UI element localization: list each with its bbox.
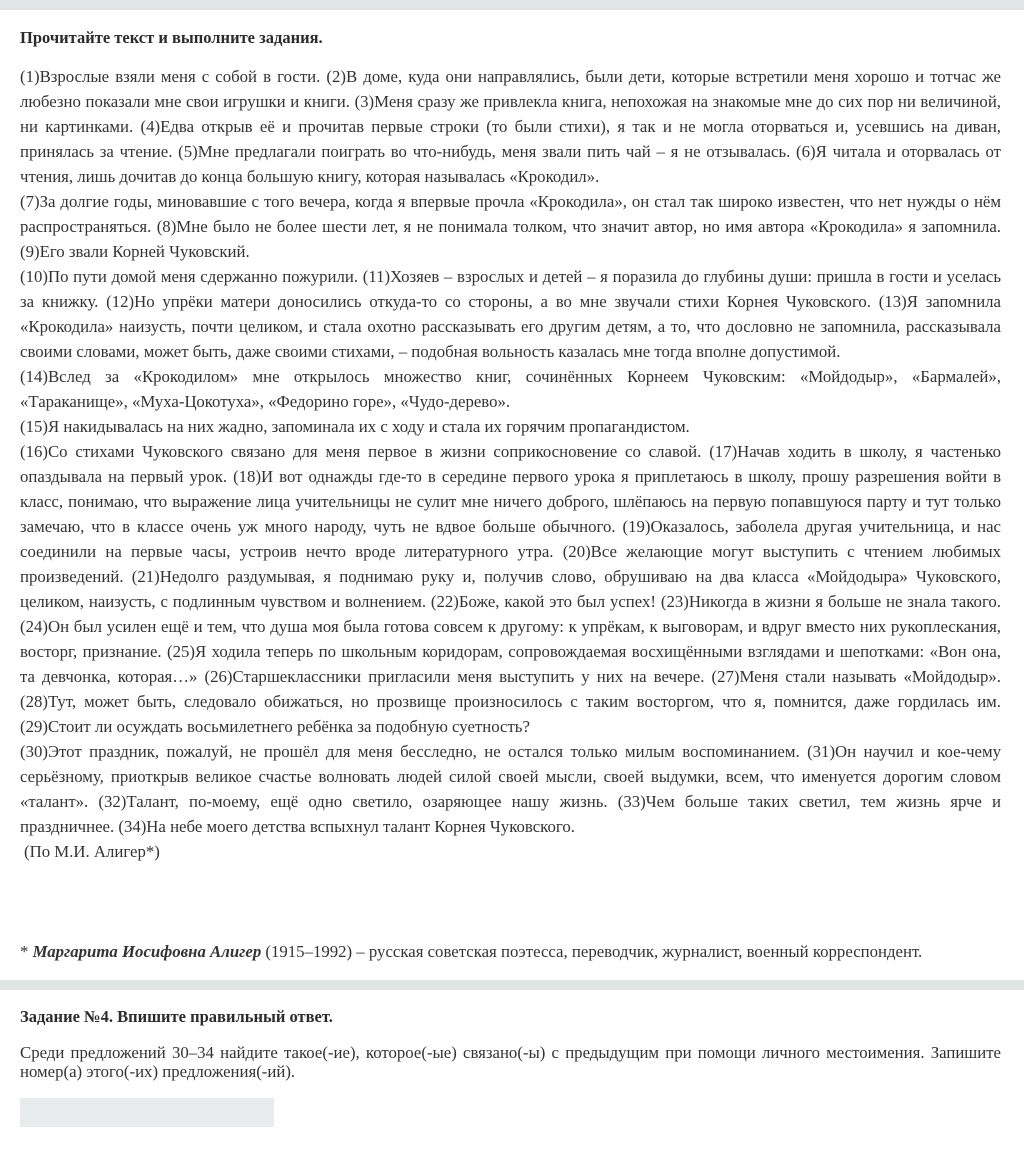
author-footnote xyxy=(20,940,1001,964)
task-description: Среди предложений 30–34 найдите такое(-ие), которое(-ые) связано(-ы) с предыдущим при помощи личного местоимения. Запишите номер(а) этого(-их) предложения(-ий). xyxy=(20,1043,1001,1081)
task-title: Задание №4. Впишите правильный ответ. xyxy=(20,1007,333,1026)
text-paragraph: (14)Вслед за «Крокодилом» мне открылось множество книг, сочинённых Корнеем Чуковским: «Мойдодыр», «Бармалей», «Тараканище», «Муха-Цокотуха», «Федорино горе», «Чудо-дерево». xyxy=(20,367,1001,411)
instructions-heading: Прочитайте текст и выполните задания. xyxy=(20,28,323,47)
author-name: Маргарита Иосифовна Алигер xyxy=(32,942,262,961)
text-paragraph: (10)По пути домой меня сдержанно пожурили. (11)Хозяев – взрослых и детей – я поразила до глубины души: пришла в гости и уселась за книжку. (12)Но упрёки матери доносились откуда-то со стороны, а во мне звучали стихи Корнея Чуковского. (13)Я запомнила «Крокодила» наизусть, почти целиком, и стала охотно рассказывать его другим детям, а то, что дословно не запомнила, рассказывала своими словами, может быть, даже своими стихами, – подобная вольность казалась мне тогда вполне допустимой. xyxy=(20,267,1001,361)
footnote-text: (1915–1992) – русская советская поэтесса, переводчик, журналист, военный корреспондент. xyxy=(261,942,923,961)
text-paragraph: (7)За долгие годы, миновавшие с того вечера, когда я впервые прочла «Крокодила», он стал так широко известен, что нет нужды о нём распространяться. (8)Мне было не более шести лет, я не понимала толком, что значит автор, но имя автора «Крокодила» я запомнила. (9)Его звали Корней Чуковский. xyxy=(20,192,1001,261)
text-paragraph: (16)Со стихами Чуковского связано для меня первое в жизни соприкосновение со славой. (17)Начав ходить в школу, я частенько опаздывала на первый урок. (18)И вот однажды где-то в середине первого урока я приплетаюсь в школу, прошу разрешения войти в класс, понимаю, что выражение лица учительницы не сулит мне ничего доброго, шлёпаюсь на первую попавшуюся парту и тут только замечаю, что в классе очень уж много народу, чуть не вдвое больше обычного. (19)Оказалось, заболела другая учительница, и нас соединили на первые часы, устроив нечто вроде литературного утра. (20)Все желающие могут выступить с чтением любимых произведений. (21)Недолго раздумывая, я поднимаю руку и, получив слово, обрушиваю на два класса «Мойдодыра» Чуковского, целиком, наизусть, с подлинным чувством и волнением. (22)Боже, какой это был успех! (23)Никогда в жизни я больше не знала такого. (24)Он был усилен ещё и тем, что душа моя была готова совсем к другому: к упрёкам, к выговорам, и вдруг вместо них рукоплескания, восторг, признание. (25)Я ходила теперь по школьным коридорам, сопровождаемая восхищёнными взглядами и шепотками: «Вон она, та девчонка, которая…» (26)Старшеклассники пригласили меня выступить у них на вечере. (27)Меня стали называть «Мойдодыр». (28)Тут, может быть, следовало обижаться, но прозвище произносилось с таким восторгом, что я, помнится, даже гордилась им. (29)Стоит ли осуждать восьмилетнего ребёнка за подобную суетность? xyxy=(20,442,1001,736)
top-divider xyxy=(0,0,1024,10)
answer-input[interactable] xyxy=(20,1098,274,1127)
text-paragraph: (15)Я накидывалась на них жадно, запоминала их с ходу и стала их горячим пропагандистом. xyxy=(20,417,690,436)
reading-text xyxy=(20,64,1001,864)
section-divider xyxy=(0,980,1024,990)
text-source: (По М.И. Алигер*) xyxy=(24,842,160,861)
text-paragraph: (30)Этот праздник, пожалуй, не прошёл для меня бесследно, не остался только милым воспоминанием. (31)Он научил и кое-чему серьёзному, приоткрыв великое счастье волновать людей силой своей мысли, своей выдумки, всем, что именуется дорогим словом «талант». (32)Талант, по-моему, ещё одно светило, озаряющее нашу жизнь. (33)Чем больше таких светил, тем жизнь ярче и праздничнее. (34)На небе моего детства вспыхнул талант Корнея Чуковского. xyxy=(20,742,1001,836)
footnote-marker: * xyxy=(20,942,33,961)
text-paragraph: (1)Взрослые взяли меня с собой в гости. (2)В доме, куда они направлялись, были дети, которые встретили меня хорошо и тотчас же любезно показали мне свои игрушки и книги. (3)Меня сразу же привлекла книга, непохожая на знакомые мне до сих пор ни величиной, ни картинками. (4)Едва открыв её и прочитав первые строки (то были стихи), я так и не могла оторваться и, усевшись на диван, принялась за чтение. (5)Мне предлагали поиграть во что-нибудь, меня звали пить чай – я не отзывалась. (6)Я читала и оторвалась от чтения, лишь дочитав до конца большую книгу, которая называлась «Крокодил». xyxy=(20,67,1001,186)
